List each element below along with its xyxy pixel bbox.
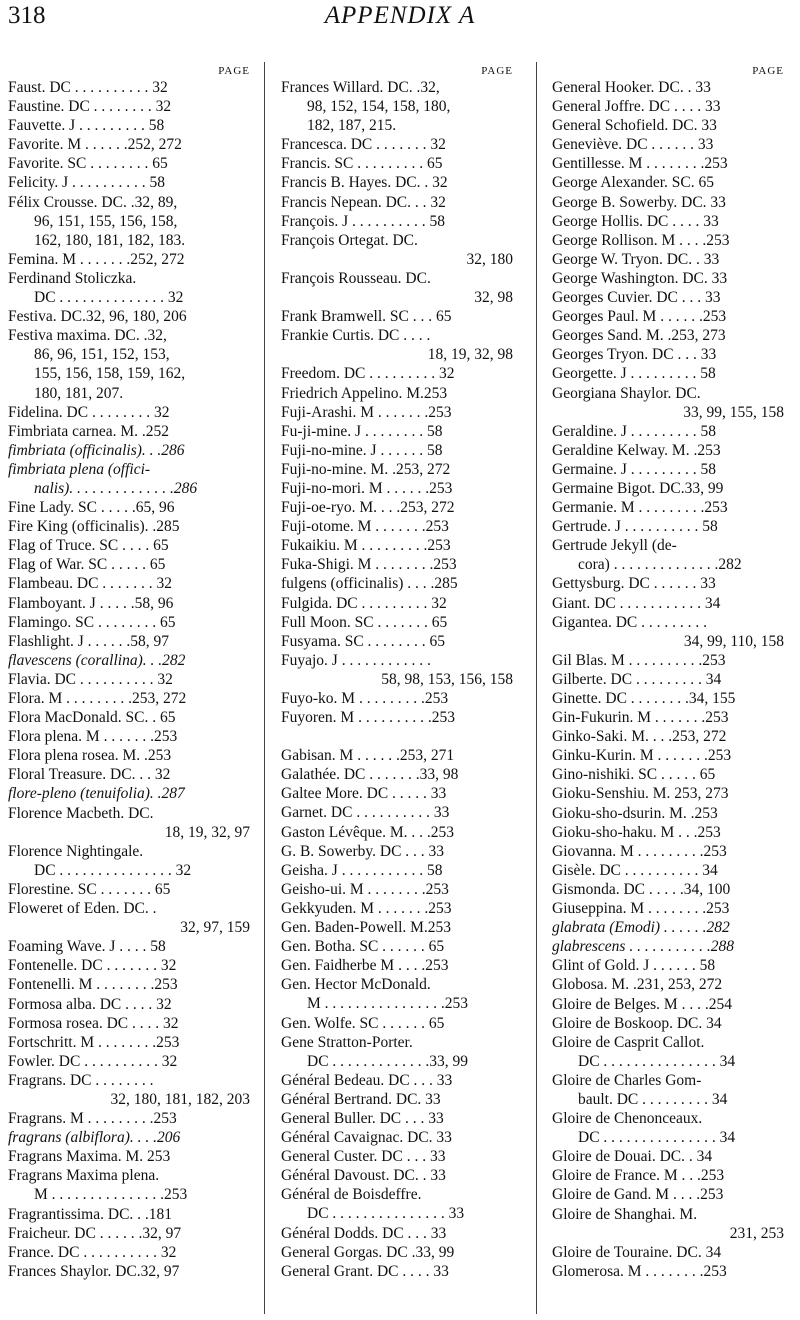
index-entry: Flag of Truce. SC . . . . 65 [8,537,169,555]
index-entry: Fragrans Maxima plena. [8,1167,160,1185]
index-entry: Général Cavaignac. DC. 33 [281,1129,452,1147]
index-entry: 33, 99, 155, 158 [683,403,784,421]
index-entry: Gertrude. J . . . . . . . . . . 58 [552,518,718,536]
index-entry: France. DC . . . . . . . . . . 32 [8,1243,177,1261]
index-entry: nalis). . . . . . . . . . . . . .286 [34,479,198,497]
index-entry: Flora plena rosea. M. .253 [8,747,172,765]
index-entry: Fraicheur. DC . . . . . .32, 97 [8,1224,182,1242]
index-entry: Flavia. DC . . . . . . . . . . 32 [8,670,173,688]
index-entry: Fu-ji-mine. J . . . . . . . . 58 [281,422,443,440]
index-entry: Flamingo. SC . . . . . . . . 65 [8,613,176,631]
index-entry: Floral Treasure. DC. . . 32 [8,766,171,784]
index-entry: G. B. Sowerby. DC . . . 33 [281,842,445,860]
index-entry: Geraldine. J . . . . . . . . . 58 [552,422,717,440]
index-entry: 155, 156, 158, 159, 162, [34,365,186,383]
index-entry: Favorite. M . . . . . .252, 272 [8,136,182,154]
index-entry: Gentillesse. M . . . . . . . .253 [552,155,728,173]
index-entry: Gloire de Douai. DC. . 34 [552,1148,713,1166]
index-column-3 [552,64,792,1320]
index-entry: General Grant. DC . . . . 33 [281,1262,449,1280]
index-entry: Flashlight. J . . . . . .58, 97 [8,632,170,650]
index-entry: Fuka-Shigi. M . . . . . . . .253 [281,556,457,574]
index-entry: 18, 19, 32, 98 [427,346,513,364]
index-entry: Germanie. M . . . . . . . . .253 [552,499,728,517]
index-entry: Georges Paul. M . . . . . .253 [552,308,727,326]
index-entry: Gloire de Shanghai. M. [552,1205,698,1223]
index-entry: Gen. Faidherbe M . . . .253 [281,957,449,975]
index-entry: Formosa alba. DC . . . . 32 [8,995,172,1013]
index-entry: Germaine. J . . . . . . . . . 58 [552,460,717,478]
index-entry: Fimbriata carnea. M. .252 [8,422,169,440]
index-entry: 96, 151, 155, 156, 158, [34,212,178,230]
index-entry: Gin-Fukurin. M . . . . . . .253 [552,709,729,727]
index-entry: Général Dodds. DC . . . 33 [281,1224,447,1242]
index-entry: Galathée. DC . . . . . . .33, 98 [281,766,459,784]
index-entry: Flambeau. DC . . . . . . . 32 [8,575,173,593]
column-divider [536,62,537,1314]
index-entry: Georges Cuvier. DC . . . 33 [552,289,721,307]
index-entry: Geraldine Kelway. M. .253 [552,441,721,459]
index-entry: Fine Lady. SC . . . . .65, 96 [8,499,175,517]
index-entry: Florestine. SC . . . . . . . 65 [8,880,171,898]
index-entry: fulgens (officinalis) . . . .285 [281,575,458,593]
index-entry: M . . . . . . . . . . . . . . .253 [34,1186,188,1204]
index-entry: Gioku-sho-haku. M . . .253 [552,823,721,841]
index-entry: Fauvette. J . . . . . . . . . 58 [8,117,165,135]
index-entry: François Rousseau. DC. [281,269,431,287]
index-entry: Florence Macbeth. DC. [8,804,154,822]
index-entry: Gekkyuden. M . . . . . . .253 [281,899,452,917]
index-entry: Faustine. DC . . . . . . . . 32 [8,98,172,116]
index-entry: Fragrans. M . . . . . . . . .253 [8,1110,177,1128]
index-entry: Gen. Baden-Powell. M.253 [281,919,452,937]
index-entry: glabrata (Emodi) . . . . . .282 [552,919,730,937]
index-entry: Fuyo-ko. M . . . . . . . . .253 [281,690,449,707]
index-entry: Fuyoren. M . . . . . . . . . .253 [281,709,455,727]
index-entry: George Hollis. DC . . . . 33 [552,212,719,230]
index-entry: Femina. M . . . . . . .252, 272 [8,250,185,268]
index-entry: General Joffre. DC . . . . 33 [552,98,721,116]
index-entry: George B. Sowerby. DC. 33 [552,193,726,211]
index-entry: fimbriata (officinalis). . .286 [8,441,185,459]
index-entry: Gioku-Senshiu. M. 253, 273 [552,785,729,803]
index-entry: Gloire de Gand. M . . . .253 [552,1186,724,1204]
index-entry: Gertrude Jekyll (de- [552,537,677,555]
index-entry: Gloire de Casprit Callot. [552,1033,705,1051]
index-entry: Félix Crousse. DC. .32, 89, [8,193,178,211]
index-entry: Festiva maxima. DC. .32, [8,327,167,345]
index-entry: General Custer. DC . . . 33 [281,1148,446,1166]
index-entry: François Ortegat. DC. [281,231,418,249]
index-entry: Fusyama. SC . . . . . . . . 65 [281,632,446,650]
index-entry: Ginko-Saki. M. . . .253, 272 [552,728,727,746]
index-entry: 180, 181, 207. [34,384,124,402]
index-entry: Gen. Botha. SC . . . . . . 65 [281,938,445,956]
index-entry: Gabisan. M . . . . . .253, 271 [281,747,455,765]
index-entry: General Hooker. DC. . 33 [552,79,711,96]
index-entry: Giuseppina. M . . . . . . . .253 [552,900,730,918]
index-entry: DC . . . . . . . . . . . . .33, 99 [307,1052,469,1070]
index-entry: Fuyajo. J . . . . . . . . . . . . [281,651,431,669]
index-entry: Gen. Wolfe. SC . . . . . . 65 [281,1014,445,1032]
column-page-label: PAGE [752,65,784,77]
index-entry: Florence Nightingale. [8,842,144,860]
index-entry: Général Bedeau. DC . . . 33 [281,1071,453,1089]
index-entry: Freedom. DC . . . . . . . . . 32 [281,365,455,383]
index-entry: Fulgida. DC . . . . . . . . . 32 [281,594,447,612]
index-entry: Galtee More. DC . . . . . 33 [281,785,447,803]
index-entry: Fortschritt. M . . . . . . . .253 [8,1033,180,1051]
index-entry: Francis B. Hayes. DC. . 32 [281,174,448,192]
index-entry: Georges Sand. M. .253, 273 [552,327,726,345]
index-entry: Faust. DC . . . . . . . . . . 32 [8,79,168,96]
index-entry: Giant. DC . . . . . . . . . . . 34 [552,594,721,612]
index-entry: General Schofield. DC. 33 [552,117,717,135]
index-entry: Flamboyant. J . . . . .58, 96 [8,594,174,612]
index-entry: 32, 97, 159 [180,919,250,937]
index-entry: Formosa rosea. DC . . . . 32 [8,1014,179,1032]
index-entry: Gloire de Touraine. DC. 34 [552,1243,722,1261]
index-entry: Ginette. DC . . . . . . . .34, 155 [552,690,736,707]
index-entry: Francis Nepean. DC. . . 32 [281,193,446,211]
index-entry: 34, 99, 110, 158 [683,632,784,650]
index-entry: glabrescens . . . . . . . . . . .288 [552,938,734,956]
index-entry: Fuji-otome. M . . . . . . .253 [281,518,449,536]
index-entry: Georges Tryon. DC . . . 33 [552,346,717,364]
index-entry: Globosa. M. .231, 253, 272 [552,976,723,994]
index-entry: Ginku-Kurin. M . . . . . . .253 [552,747,732,765]
index-entry: Felicity. J . . . . . . . . . . 58 [8,174,166,192]
index-entry: Gisèle. DC . . . . . . . . . . 34 [552,861,718,879]
index-entry: General Buller. DC . . . 33 [281,1109,444,1127]
index-column-2 [281,64,521,1320]
index-entry: Général Bertrand. DC. 33 [281,1090,441,1108]
running-title: APPENDIX A [324,2,476,29]
index-entry: Geisho-ui. M . . . . . . . .253 [281,880,449,898]
index-entry: Fragrans. DC . . . . . . . . [8,1071,154,1089]
index-entry: Gilberte. DC . . . . . . . . . 34 [552,670,722,688]
index-entry: Gene Stratton-Porter. [281,1033,413,1051]
index-entry: Flora. M . . . . . . . . .253, 272 [8,690,187,707]
index-entry: 86, 96, 151, 152, 153, [34,346,170,364]
index-entry: Général de Boisdeffre. [281,1186,422,1204]
index-entry: 32, 180 [466,250,513,268]
index-entry: Gino-nishiki. SC . . . . . 65 [552,766,716,784]
index-entry: Fire King (officinalis). .285 [8,518,180,536]
index-entry: Francis. SC . . . . . . . . . 65 [281,155,443,173]
index-column-1 [8,64,258,1320]
index-entry: Fidelina. DC . . . . . . . . 32 [8,403,170,421]
index-entry: fragrans (albiflora). . . .206 [8,1129,181,1147]
index-entry: Garnet. DC . . . . . . . . . . 33 [281,804,450,822]
index-entry: Gloire de France. M . . .253 [552,1167,725,1185]
index-entry: cora) . . . . . . . . . . . . . .282 [578,556,742,574]
index-entry: 98, 152, 154, 158, 180, [307,98,451,116]
index-entry: Gigantea. DC . . . . . . . . . [552,613,707,631]
index-entry: DC . . . . . . . . . . . . . . 32 [34,289,184,307]
index-entry: DC . . . . . . . . . . . . . . . 32 [34,861,192,879]
index-entry: Gil Blas. M . . . . . . . . . .253 [552,651,726,669]
index-entry: Frankie Curtis. DC . . . . [281,327,431,345]
index-entry: Gismonda. DC . . . . .34, 100 [552,880,731,898]
index-entry: Général Davoust. DC. . 33 [281,1167,446,1185]
index-entry: Fowler. DC . . . . . . . . . . 32 [8,1052,178,1070]
index-entry: Flora plena. M . . . . . . .253 [8,728,178,746]
index-entry: Full Moon. SC . . . . . . . 65 [281,613,448,631]
index-entry: bault. DC . . . . . . . . . 34 [578,1090,728,1108]
index-entry: Frances Willard. DC. .32, [281,79,440,96]
index-entry: Georgiana Shaylor. DC. [552,384,701,402]
index-entry: Floweret of Eden. DC. . [8,900,157,918]
index-entry: Glint of Gold. J . . . . . . 58 [552,957,716,975]
index-entry: Gioku-sho-dsurin. M. .253 [552,804,718,822]
index-entry: Geisha. J . . . . . . . . . . . 58 [281,861,443,879]
index-entry: 58, 98, 153, 156, 158 [381,670,513,688]
index-entry: Flora MacDonald. SC. . 65 [8,709,176,727]
index-entry: George Rollison. M . . . .253 [552,231,730,249]
index-entry: flore-pleno (tenuifolia). .287 [8,785,185,803]
index-entry: flavescens (corallina). . .282 [8,651,186,669]
index-entry: Francesca. DC . . . . . . . 32 [281,136,446,154]
index-entry: Festiva. DC.32, 96, 180, 206 [8,308,187,326]
index-entry: DC . . . . . . . . . . . . . . . 34 [578,1052,736,1070]
index-entry: Fontenelli. M . . . . . . . .253 [8,976,178,994]
index-entry: Foaming Wave. J . . . . 58 [8,938,166,956]
index-entry: Giovanna. M . . . . . . . . .253 [552,842,727,860]
index-entry: Georgette. J . . . . . . . . . 58 [552,365,716,383]
index-entry: George Washington. DC. 33 [552,269,728,287]
index-entry: Frank Bramwell. SC . . . 65 [281,308,452,326]
index-entry: Gloire de Belges. M . . . .254 [552,995,732,1013]
index-entry: 32, 98 [474,289,513,307]
column-page-label: PAGE [218,65,250,77]
index-entry: Fuji-no-mine. M. .253, 272 [281,460,451,478]
index-entry: Geneviève. DC . . . . . . 33 [552,136,714,154]
index-entry: DC . . . . . . . . . . . . . . . 34 [578,1129,736,1147]
page-header [0,2,800,38]
index-entry: Fuji-Arashi. M . . . . . . .253 [281,403,452,421]
index-entry: Fuji-no-mori. M . . . . . .253 [281,479,453,497]
index-entry: Flag of War. SC . . . . . 65 [8,556,166,574]
index-entry: Gloire de Chenonceaux. [552,1110,703,1128]
index-entry: Fuji-oe-ryo. M. . . .253, 272 [281,499,455,517]
index-entry: George W. Tryon. DC. . 33 [552,250,720,268]
index-entry: Gen. Hector McDonald. [281,976,431,994]
index-entry: Fuji-no-mine. J . . . . . . 58 [281,441,443,459]
index-entry: Ferdinand Stoliczka. [8,269,137,287]
index-entry: Fukaikiu. M . . . . . . . . .253 [281,537,451,555]
column-divider [264,62,265,1314]
index-entry: Gaston Lévêque. M. . . .253 [281,823,455,841]
index-entry: Friedrich Appelino. M.253 [281,384,448,402]
index-entry: fimbriata plena (offici- [8,460,151,478]
index-entry: Germaine Bigot. DC.33, 99 [552,479,724,497]
index-entry: Gloire de Boskoop. DC. 34 [552,1014,722,1032]
index-entry: Gettysburg. DC . . . . . . 33 [552,575,716,593]
index-entry: 231, 253 [729,1224,784,1242]
page-number: 318 [8,2,46,29]
index-entry: Favorite. SC . . . . . . . . 65 [8,155,168,173]
index-entry: Fragrans Maxima. M. 253 [8,1148,171,1166]
index-entry: General Gorgas. DC .33, 99 [281,1243,455,1261]
index-entry: François. J . . . . . . . . . . 58 [281,212,446,230]
index-entry: 162, 180, 181, 182, 183. [34,231,186,249]
index-entry: Fontenelle. DC . . . . . . . 32 [8,957,177,975]
index-entry: Glomerosa. M . . . . . . . .253 [552,1262,727,1280]
index-entry: M . . . . . . . . . . . . . . . .253 [307,995,469,1013]
index-entry: Fragrantissima. DC. . .181 [8,1205,173,1223]
index-entry: 182, 187, 215. [307,117,397,135]
index-entry: George Alexander. SC. 65 [552,174,715,192]
letter-gap [281,727,521,746]
index-entry: 18, 19, 32, 97 [164,823,250,841]
column-page-label: PAGE [481,65,513,77]
index-entry: Gloire de Charles Gom- [552,1071,702,1089]
index-entry: Frances Shaylor. DC.32, 97 [8,1262,180,1280]
index-entry: DC . . . . . . . . . . . . . . . 33 [307,1205,465,1223]
index-entry: 32, 180, 181, 182, 203 [110,1090,250,1108]
